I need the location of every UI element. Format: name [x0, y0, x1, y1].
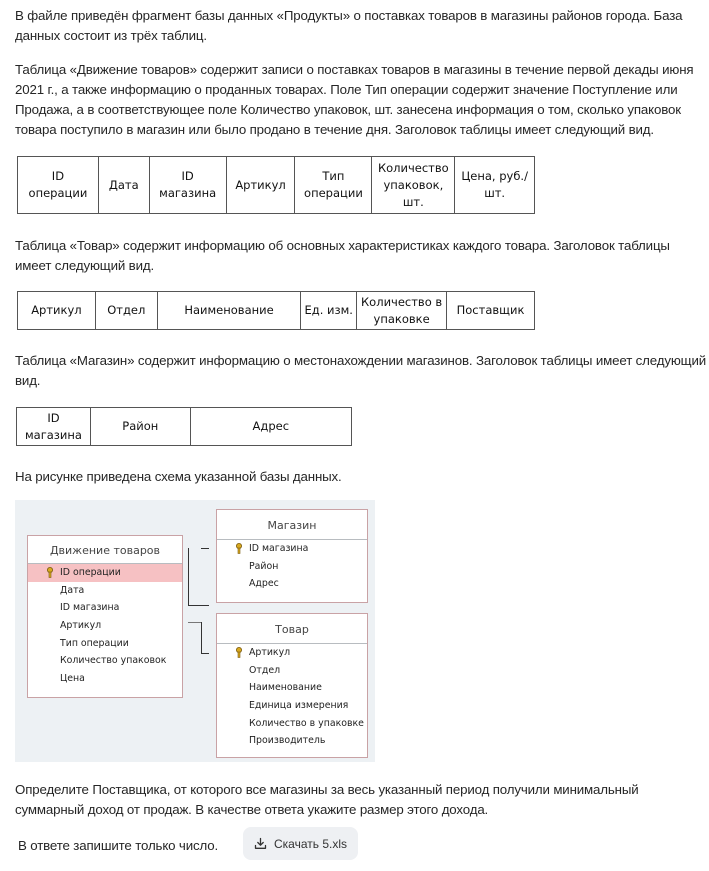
col-district: Район [90, 408, 190, 446]
col-name: Наименование [157, 292, 301, 330]
key-icon [235, 647, 243, 658]
download-file-button[interactable] [243, 827, 358, 860]
entity-field-pk [217, 644, 367, 662]
entity-field: Цена [60, 673, 85, 685]
col-department: Отдел [95, 292, 157, 330]
relationship-product-connector [201, 622, 209, 654]
download-label: Скачать 5.xls [273, 836, 347, 851]
store-description: Таблица «Магазин» содержит информацию о местонахождении магазинов. Заголовок таблицы имеет следующий вид. [15, 353, 707, 388]
col-date: Дата [98, 157, 149, 214]
col-price: Цена, руб./шт. [455, 157, 535, 214]
key-icon [235, 543, 243, 554]
col-id-store: ID магазина [17, 408, 91, 446]
entity-field-pk [217, 540, 367, 558]
download-icon [254, 837, 267, 850]
entity-title: Движение товаров [28, 536, 182, 564]
product-header-table [17, 291, 535, 330]
schema-caption: На рисунке приведена схема указанной базы данных. [15, 469, 342, 484]
entity-field: Район [249, 560, 279, 572]
relationship-product-start [188, 622, 201, 623]
relationship-store-end [201, 548, 209, 549]
col-article: Артикул [18, 292, 96, 330]
col-qty-per-pack: Количество в упаковке [357, 292, 447, 330]
col-address: Адрес [190, 408, 351, 446]
col-operation-type: Тип операции [295, 157, 372, 214]
movement-description: Таблица «Движение товаров» содержит записи о поставках товаров в магазины в течение первой декады июня 2021 г., а также информацию о проданных товарах. Поле Тип операции содержит значение Поступление или Продажа, а в соответствующее поле Количество упаковок, шт. занесена информация о том, сколько упаковок товара поступило в магазин или было продано в течение дня. Заголовок таблицы имеет следующий вид. [15, 62, 694, 137]
col-article: Артикул [226, 157, 295, 214]
key-icon [46, 567, 54, 578]
col-supplier: Поставщик [447, 292, 535, 330]
entity-field: Адрес [249, 578, 279, 590]
field-label: ID магазина [249, 543, 309, 554]
entity-field-pk [28, 564, 182, 582]
entity-movement [27, 535, 183, 698]
intro-paragraph: В файле приведён фрагмент базы данных «Продукты» о поставках товаров в магазины районов города. База данных состоит из трёх таблиц. [15, 8, 683, 43]
task-paragraph: Определите Поставщика, от которого все магазины за весь указанный период получили минимальный суммарный доход от продаж. В качестве ответа укажите размер этого дохода. [15, 782, 639, 817]
entity-field: Единица измерения [249, 700, 349, 712]
entity-title: Магазин [217, 510, 367, 540]
col-id-operation: ID операции [18, 157, 99, 214]
entity-field: Количество упаковок [60, 655, 167, 667]
store-header-table [16, 407, 352, 446]
field-label: ID операции [60, 567, 121, 578]
entity-field: Наименование [249, 682, 322, 694]
entity-title: Товар [217, 614, 367, 644]
field-label: Артикул [249, 647, 291, 658]
entity-field: ID магазина [60, 602, 120, 614]
entity-field: Количество в упаковке [249, 717, 364, 729]
entity-field: Дата [60, 584, 85, 596]
col-id-store: ID магазина [149, 157, 226, 214]
answer-note: В ответе запишите только число. [18, 838, 219, 853]
entity-field: Тип операции [60, 637, 129, 649]
entity-product [216, 613, 368, 758]
entity-field: Артикул [60, 620, 102, 632]
relationship-store-connector [188, 548, 209, 606]
entity-field: Отдел [249, 664, 281, 676]
entity-store [216, 509, 368, 603]
col-pack-count: Количество упаковок, шт. [372, 157, 455, 214]
col-unit: Ед. изм. [301, 292, 357, 330]
entity-field: Производитель [249, 735, 326, 747]
product-description: Таблица «Товар» содержит информацию об основных характеристиках каждого товара. Заголовок таблицы имеет следующий вид. [15, 238, 670, 273]
schema-diagram [15, 500, 375, 762]
movement-header-table [17, 156, 535, 214]
